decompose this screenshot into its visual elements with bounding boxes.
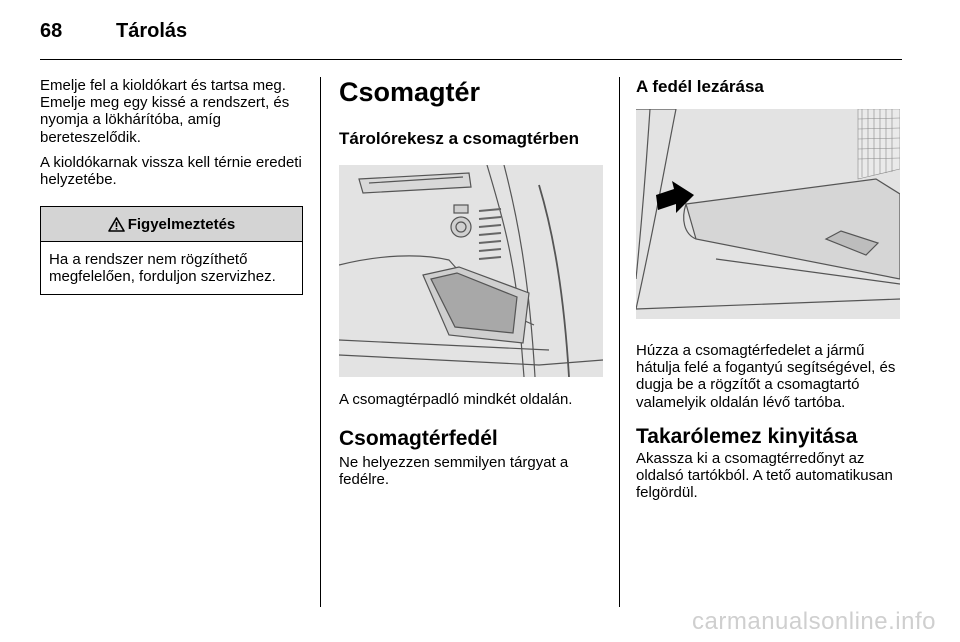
paragraph-lever-return: A kioldókarnak vissza kell térnie eredeti helyzetébe. bbox=[40, 153, 302, 189]
cover-closing-illustration bbox=[636, 109, 900, 319]
paragraph-close-cover: Húzza a csomagtérfedelet a jármű hátulja felé a fogantyú segítségével, és dugja be a rögzítőt a csomagtartó valamelyik oldalán lévő tartóba. bbox=[636, 342, 896, 411]
page-title: Tárolás bbox=[116, 20, 188, 42]
column-2 bbox=[339, 77, 605, 489]
warning-text: Ha a rendszer nem rögzíthető megfelelően, forduljon szervizhez. bbox=[49, 251, 276, 286]
warning-box bbox=[40, 206, 303, 294]
subsection-title-close-cover: A fedél lezárása bbox=[636, 77, 764, 96]
warning-header bbox=[41, 207, 302, 242]
column-divider-2 bbox=[619, 77, 620, 607]
watermark: carmanualsonline.info bbox=[692, 608, 936, 635]
warning-triangle-icon bbox=[108, 217, 125, 232]
column-3 bbox=[636, 77, 902, 501]
section-title-open-panel: Takarólemez kinyitása bbox=[636, 424, 858, 448]
section-title-csomagter: Csomagtér bbox=[339, 77, 481, 107]
storage-caption: A csomagtérpadló mindkét oldalán. bbox=[339, 391, 573, 408]
warning-title: Figyelmeztetés bbox=[127, 215, 236, 233]
page-number: 68 bbox=[40, 20, 63, 42]
paragraph-open-panel: Akassza ki a csomagtérredőnyt az oldalsó tartókból. A tető automatikusan felgördül. bbox=[636, 449, 893, 502]
paragraph-release-lever: Emelje fel a kioldókart és tartsa meg. Emelje meg egy kissé a rendszert, és nyomja a lökhárítóba, amíg bereteszelődik. bbox=[40, 77, 290, 146]
header-rule bbox=[40, 59, 902, 60]
column-divider-1 bbox=[320, 77, 321, 607]
section-title-cover: Csomagtérfedél bbox=[339, 427, 498, 451]
storage-compartment-illustration bbox=[339, 165, 603, 377]
subsection-title-storage: Tárolórekesz a csomagtérben bbox=[339, 129, 579, 148]
paragraph-cover-warning: Ne helyezzen semmilyen tárgyat a fedélre. bbox=[339, 454, 569, 489]
page-header bbox=[40, 18, 902, 48]
column-1 bbox=[40, 77, 304, 295]
